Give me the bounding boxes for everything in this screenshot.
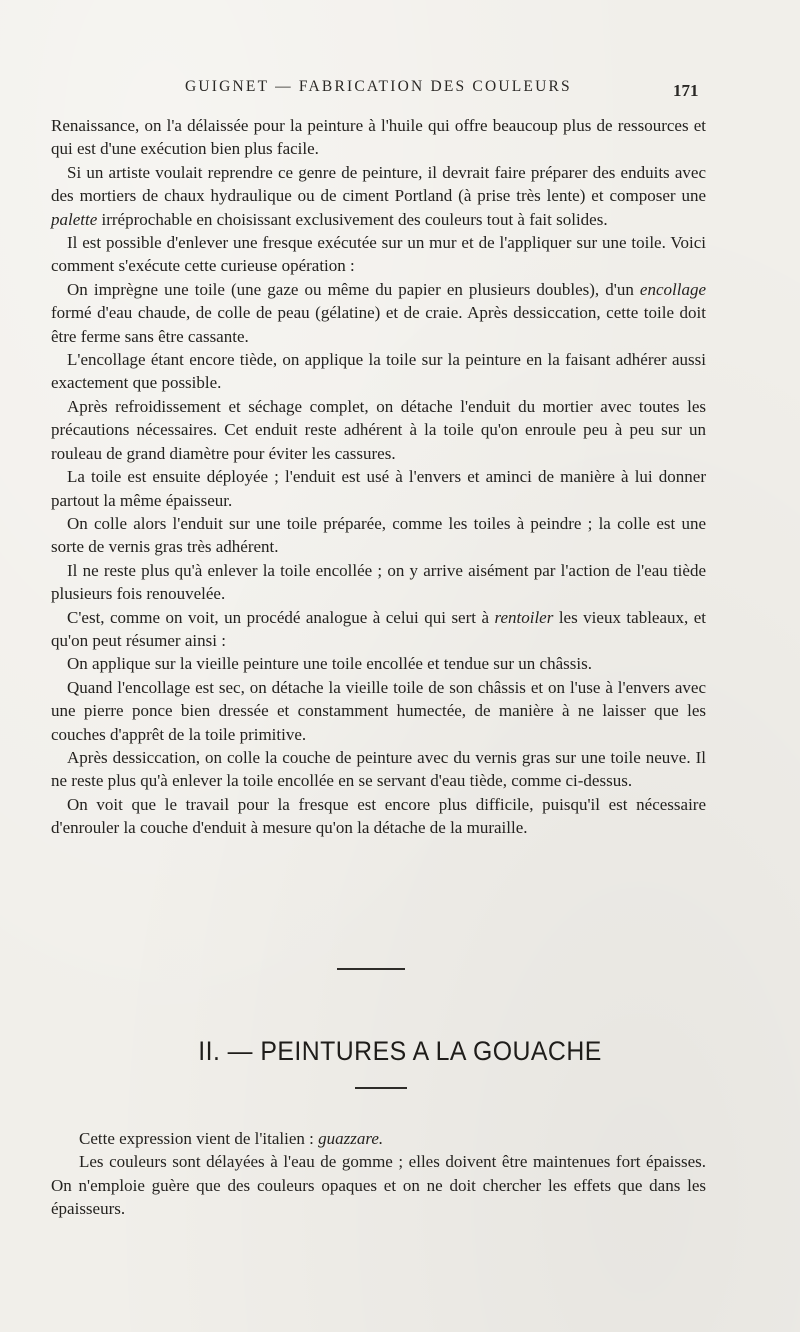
paragraph — [51, 793, 706, 840]
running-header — [0, 74, 800, 104]
paragraph — [51, 606, 706, 653]
paragraph — [51, 652, 706, 675]
running-title: GUIGNET — FABRICATION DES COULEURS — [185, 78, 572, 95]
section-heading: II. — PEINTURES A LA GOUACHE — [198, 1036, 602, 1066]
paragraph — [51, 465, 706, 512]
paragraph — [51, 395, 706, 465]
paragraph-text: les vieux tableaux, et qu'on peut résumer ainsi : — [51, 607, 706, 650]
paragraph-text: Quand l'encollage est sec, on détache la vieille toile de son châssis et on l'use à l'envers avec une pierre ponce bien dressée et constamment humectée, de manière à ne laisser que les couches d'apprêt de la toile primitive. — [51, 677, 706, 744]
paragraph-text: formé d'eau chaude, de colle de peau (gélatine) et de craie. Après dessiccation, cette toile doit être ferme sans être cassante. — [51, 303, 706, 346]
paragraph-text: On applique sur la vieille peinture une toile encollée et tendue sur un châssis. — [67, 654, 592, 674]
paragraph-text: Il est possible d'enlever une fresque exécutée sur un mur et de l'appliquer sur une toile. Voici comment s'exécute cette curieuse opération : — [51, 233, 706, 276]
paragraph — [51, 278, 706, 348]
paragraph — [51, 114, 706, 161]
paragraph — [51, 512, 706, 559]
main-text — [51, 114, 706, 840]
paragraph-text: Il ne reste plus qu'à enlever la toile encollée ; on y arrive aisément par l'action de l'eau tiède plusieurs fois renouvelée. — [51, 560, 706, 604]
section-divider-top — [337, 968, 405, 970]
paragraph-text: Renaissance, on l'a délaissée pour la peinture à l'huile qui offre beaucoup plus de ressources et qui est d'une exécution bien plus facile. — [51, 116, 706, 159]
paragraph-text: Après refroidissement et séchage complet, on détache l'enduit du mortier avec toutes les précautions nécessaires. Cet enduit reste adhérent à la toile qu'on enroule peu à peu sur un rouleau de grand diamètre pour éviter les cassures. — [51, 396, 706, 463]
italic-term: guazzare. — [318, 1129, 384, 1148]
paragraph — [51, 1150, 706, 1220]
paragraph — [51, 559, 706, 606]
paragraph-text: Après dessiccation, on colle la couche de peinture avec du vernis gras sur une toile neuve. Il ne reste plus qu'à enlever la toile encollée en se servant d'eau tiède, comme ci-dessus. — [51, 747, 706, 791]
paragraph-text: On imprègne une toile (une gaze ou même du papier en plusieurs doubles), d'un — [67, 279, 640, 299]
paragraph — [51, 676, 706, 746]
paragraph-text: Les couleurs sont délayées à l'eau de gomme ; elles doivent être maintenues fort épaisses. On n'emploie guère que des couleurs opaques et on ne doit chercher les effets que dans les épaisseurs. — [51, 1152, 706, 1219]
section-divider-bottom — [355, 1087, 407, 1089]
page-number: 171 — [673, 81, 699, 100]
italic-term: encollage — [639, 279, 706, 299]
section-text — [51, 1127, 706, 1221]
paragraph — [51, 746, 706, 793]
paragraph-text: irréprochable en choisissant exclusivement des couleurs tout à fait solides. — [97, 209, 608, 229]
paragraph — [51, 348, 706, 395]
paragraph-text: La toile est ensuite déployée ; l'enduit est usé à l'envers et aminci de manière à lui donner partout la même épaisseur. — [51, 467, 706, 510]
paragraph-text: Cette expression vient de l'italien : — [79, 1129, 319, 1148]
italic-term: palette — [51, 209, 98, 229]
paragraph-text: On voit que le travail pour la fresque est encore plus difficile, puisqu'il est nécessaire d'enrouler la couche d'enduit à mesure qu'on la détache de la muraille. — [51, 794, 706, 838]
paragraph-text: L'encollage étant encore tiède, on applique la toile sur la peinture en la faisant adhérer aussi exactement que possible. — [51, 350, 706, 393]
paragraph — [51, 1127, 706, 1150]
paragraph — [51, 161, 706, 231]
paragraph-text: Si un artiste voulait reprendre ce genre de peinture, il devrait faire préparer des enduits avec des mortiers de chaux hydraulique ou de ciment Portland (à prise très lente) et composer une — [51, 162, 706, 206]
paragraph-text: C'est, comme on voit, un procédé analogue à celui qui sert à — [67, 607, 495, 627]
italic-term: rentoiler — [494, 607, 554, 627]
paragraph — [51, 231, 706, 278]
paragraph-text: On colle alors l'enduit sur une toile préparée, comme les toiles à peindre ; la colle est une sorte de vernis gras très adhérent. — [51, 513, 706, 557]
